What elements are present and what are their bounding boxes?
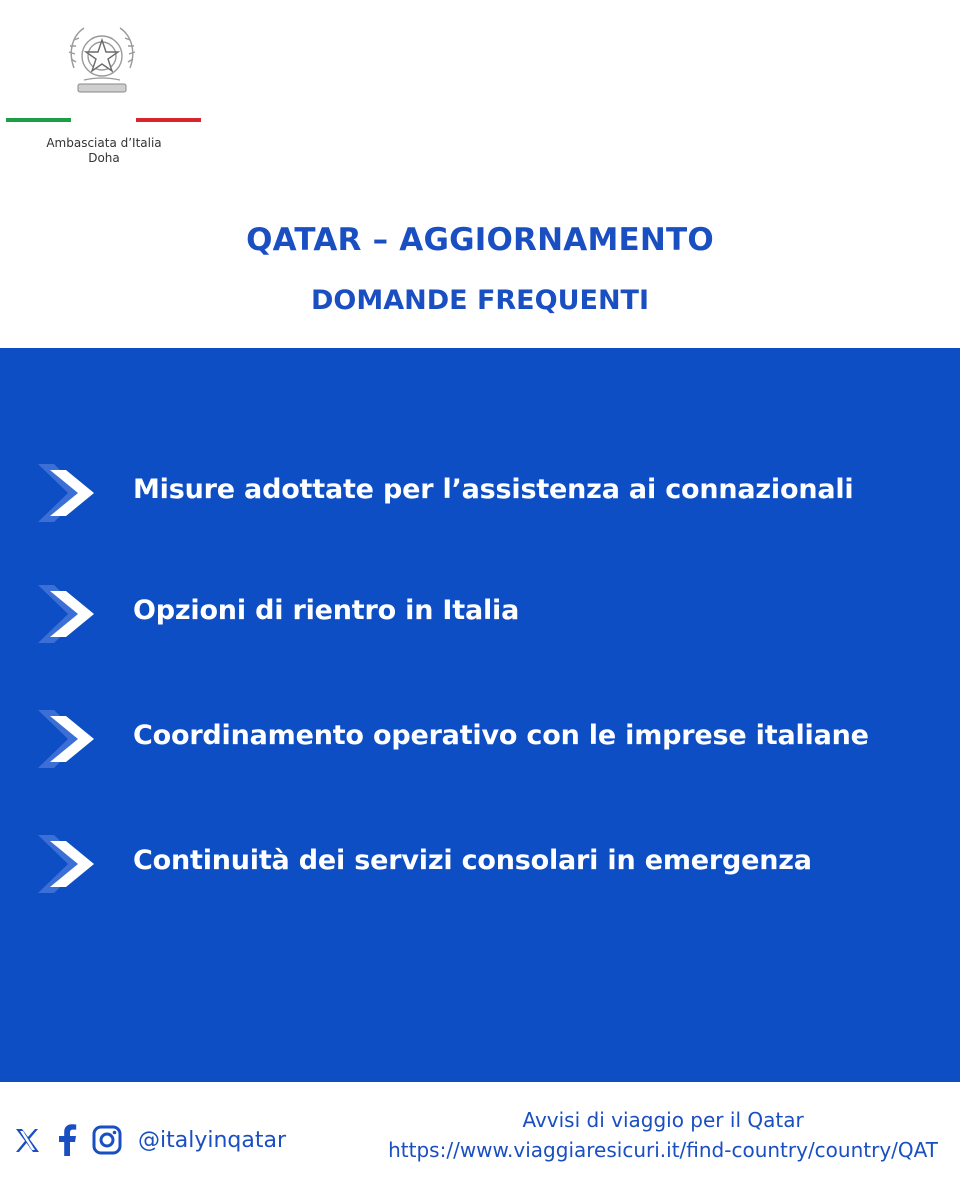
italian-republic-emblem bbox=[64, 18, 140, 102]
travel-advice-url-link[interactable]: https://www.viaggiaresicuri.it/find-country/country/QAT bbox=[388, 1138, 938, 1162]
embassy-line-2: Doha bbox=[88, 151, 120, 165]
faq-item-business-coordination[interactable] bbox=[0, 706, 960, 776]
social-links bbox=[10, 1122, 286, 1158]
travel-advice-title: Avvisi di viaggio per il Qatar bbox=[522, 1108, 804, 1132]
faq-item-consular-services[interactable] bbox=[0, 831, 960, 901]
page-title: QATAR – AGGIORNAMENTO bbox=[246, 222, 714, 258]
faq-item-assistance[interactable] bbox=[0, 460, 960, 530]
flag-white bbox=[71, 118, 136, 122]
chevron-right-icon bbox=[36, 706, 104, 772]
footer bbox=[0, 1082, 960, 1200]
faq-item-return-options[interactable] bbox=[0, 581, 960, 651]
faq-item-label: Continuità dei servizi consolari in emergenza bbox=[133, 845, 812, 876]
tricolor-line bbox=[6, 118, 201, 122]
embassy-line-1: Ambasciata d’Italia bbox=[46, 136, 162, 150]
x-icon[interactable] bbox=[10, 1123, 44, 1157]
chevron-right-icon bbox=[36, 581, 104, 647]
chevron-right-icon bbox=[36, 831, 104, 897]
flag-green bbox=[6, 118, 71, 122]
flag-red bbox=[136, 118, 201, 122]
instagram-icon[interactable] bbox=[90, 1123, 124, 1157]
faq-item-label: Misure adottate per l’assistenza ai connazionali bbox=[133, 474, 854, 505]
faq-item-label: Opzioni di rientro in Italia bbox=[133, 595, 520, 626]
faq-panel bbox=[0, 348, 960, 1082]
faq-item-label: Coordinamento operativo con le imprese italiane bbox=[133, 720, 869, 751]
page-subtitle: DOMANDE FREQUENTI bbox=[310, 285, 650, 316]
header bbox=[0, 0, 960, 348]
travel-advice bbox=[388, 1106, 938, 1166]
facebook-icon[interactable] bbox=[50, 1123, 84, 1157]
embassy-name bbox=[0, 136, 208, 166]
social-handle-link[interactable]: @italyinqatar bbox=[138, 1127, 287, 1153]
chevron-right-icon bbox=[36, 460, 104, 526]
